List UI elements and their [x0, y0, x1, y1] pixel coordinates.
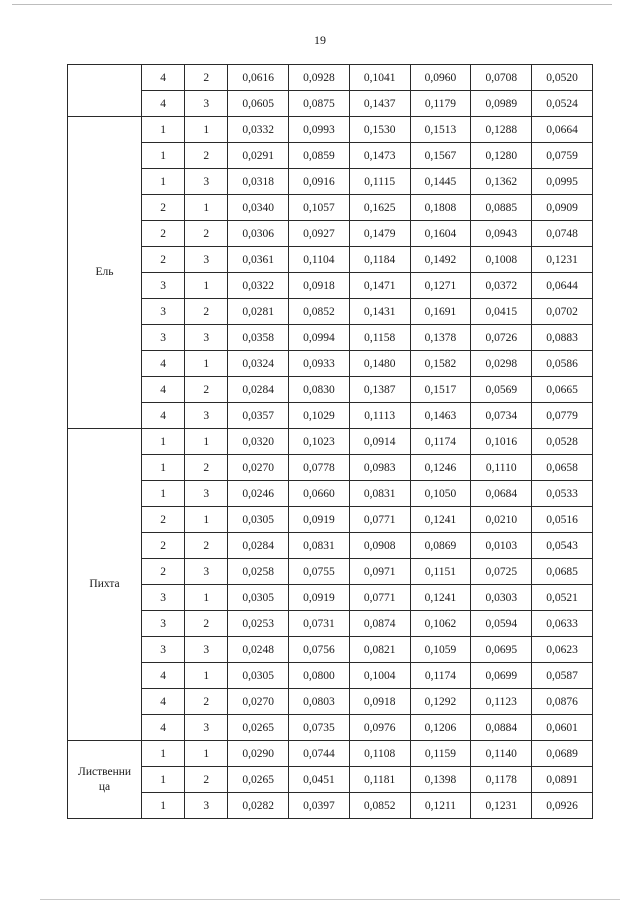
value-4-cell: 0,0960 — [410, 65, 471, 91]
value-1-cell: 0,0290 — [228, 741, 289, 767]
row-index-a-cell: 3 — [142, 273, 185, 299]
value-2-cell: 0,0451 — [289, 767, 350, 793]
row-index-b-cell: 2 — [185, 143, 228, 169]
value-3-cell: 0,1387 — [349, 377, 410, 403]
value-5-cell: 0,1178 — [471, 767, 532, 793]
value-3-cell: 0,1471 — [349, 273, 410, 299]
table-row — [68, 715, 593, 741]
table-row — [68, 689, 593, 715]
value-2-cell: 0,0803 — [289, 689, 350, 715]
value-2-cell: 0,1057 — [289, 195, 350, 221]
row-index-a-cell: 1 — [142, 143, 185, 169]
row-index-b-cell: 3 — [185, 325, 228, 351]
row-index-b-cell: 3 — [185, 559, 228, 585]
value-4-cell: 0,1292 — [410, 689, 471, 715]
value-5-cell: 0,0415 — [471, 299, 532, 325]
table-row — [68, 195, 593, 221]
value-6-cell: 0,0586 — [532, 351, 593, 377]
row-index-a-cell: 4 — [142, 663, 185, 689]
value-1-cell: 0,0357 — [228, 403, 289, 429]
row-index-b-cell: 3 — [185, 637, 228, 663]
table-row — [68, 325, 593, 351]
row-index-a-cell: 1 — [142, 741, 185, 767]
value-1-cell: 0,0270 — [228, 455, 289, 481]
value-2-cell: 0,0830 — [289, 377, 350, 403]
value-1-cell: 0,0258 — [228, 559, 289, 585]
value-4-cell: 0,1582 — [410, 351, 471, 377]
value-3-cell: 0,1530 — [349, 117, 410, 143]
row-index-a-cell: 4 — [142, 351, 185, 377]
row-index-b-cell: 1 — [185, 663, 228, 689]
value-3-cell: 0,1004 — [349, 663, 410, 689]
value-5-cell: 0,1140 — [471, 741, 532, 767]
table-row — [68, 91, 593, 117]
table-row — [68, 169, 593, 195]
value-2-cell: 0,0831 — [289, 533, 350, 559]
value-3-cell: 0,0918 — [349, 689, 410, 715]
species-cell: Ель — [68, 117, 142, 429]
value-3-cell: 0,0908 — [349, 533, 410, 559]
table-row — [68, 533, 593, 559]
value-5-cell: 0,0569 — [471, 377, 532, 403]
table-row — [68, 481, 593, 507]
value-6-cell: 0,0665 — [532, 377, 593, 403]
species-cell: Пихта — [68, 429, 142, 741]
row-index-a-cell: 2 — [142, 195, 185, 221]
table-row — [68, 637, 593, 663]
table-row — [68, 143, 593, 169]
value-2-cell: 0,0918 — [289, 273, 350, 299]
row-index-b-cell: 2 — [185, 221, 228, 247]
value-2-cell: 0,0859 — [289, 143, 350, 169]
value-3-cell: 0,1108 — [349, 741, 410, 767]
value-3-cell: 0,1115 — [349, 169, 410, 195]
value-4-cell: 0,1517 — [410, 377, 471, 403]
value-3-cell: 0,0771 — [349, 585, 410, 611]
value-6-cell: 0,0891 — [532, 767, 593, 793]
table-row — [68, 793, 593, 819]
value-4-cell: 0,1398 — [410, 767, 471, 793]
value-6-cell: 0,0516 — [532, 507, 593, 533]
value-5-cell: 0,0103 — [471, 533, 532, 559]
value-4-cell: 0,1808 — [410, 195, 471, 221]
row-index-a-cell: 1 — [142, 481, 185, 507]
value-4-cell: 0,1445 — [410, 169, 471, 195]
row-index-b-cell: 3 — [185, 715, 228, 741]
value-4-cell: 0,1174 — [410, 429, 471, 455]
value-4-cell: 0,1492 — [410, 247, 471, 273]
value-5-cell: 0,0695 — [471, 637, 532, 663]
value-6-cell: 0,0748 — [532, 221, 593, 247]
value-6-cell: 0,0909 — [532, 195, 593, 221]
table-row — [68, 767, 593, 793]
value-2-cell: 0,0875 — [289, 91, 350, 117]
value-6-cell: 0,0995 — [532, 169, 593, 195]
value-5-cell: 0,1123 — [471, 689, 532, 715]
value-6-cell: 0,0759 — [532, 143, 593, 169]
table-row — [68, 299, 593, 325]
value-5-cell: 0,0594 — [471, 611, 532, 637]
value-1-cell: 0,0246 — [228, 481, 289, 507]
value-2-cell: 0,0919 — [289, 507, 350, 533]
value-4-cell: 0,1241 — [410, 585, 471, 611]
value-2-cell: 0,0778 — [289, 455, 350, 481]
value-5-cell: 0,1231 — [471, 793, 532, 819]
table-row — [68, 377, 593, 403]
table-row — [68, 611, 593, 637]
value-1-cell: 0,0306 — [228, 221, 289, 247]
row-index-a-cell: 4 — [142, 715, 185, 741]
value-1-cell: 0,0282 — [228, 793, 289, 819]
value-2-cell: 0,0994 — [289, 325, 350, 351]
row-index-b-cell: 2 — [185, 689, 228, 715]
value-4-cell: 0,1151 — [410, 559, 471, 585]
value-2-cell: 0,0993 — [289, 117, 350, 143]
value-4-cell: 0,1246 — [410, 455, 471, 481]
value-2-cell: 0,0928 — [289, 65, 350, 91]
row-index-a-cell: 4 — [142, 403, 185, 429]
value-5-cell: 0,1280 — [471, 143, 532, 169]
value-1-cell: 0,0322 — [228, 273, 289, 299]
value-3-cell: 0,1113 — [349, 403, 410, 429]
value-3-cell: 0,0971 — [349, 559, 410, 585]
value-4-cell: 0,1463 — [410, 403, 471, 429]
value-2-cell: 0,0852 — [289, 299, 350, 325]
table-row — [68, 351, 593, 377]
value-1-cell: 0,0253 — [228, 611, 289, 637]
value-4-cell: 0,1271 — [410, 273, 471, 299]
value-6-cell: 0,0779 — [532, 403, 593, 429]
table-row — [68, 585, 593, 611]
value-4-cell: 0,1211 — [410, 793, 471, 819]
value-1-cell: 0,0248 — [228, 637, 289, 663]
table-row — [68, 117, 593, 143]
value-2-cell: 0,1029 — [289, 403, 350, 429]
value-3-cell: 0,1625 — [349, 195, 410, 221]
value-6-cell: 0,0658 — [532, 455, 593, 481]
value-5-cell: 0,0725 — [471, 559, 532, 585]
value-2-cell: 0,0744 — [289, 741, 350, 767]
row-index-b-cell: 2 — [185, 611, 228, 637]
row-index-b-cell: 3 — [185, 247, 228, 273]
value-1-cell: 0,0340 — [228, 195, 289, 221]
value-6-cell: 0,0689 — [532, 741, 593, 767]
row-index-a-cell: 4 — [142, 689, 185, 715]
row-index-a-cell: 2 — [142, 247, 185, 273]
value-5-cell: 0,0726 — [471, 325, 532, 351]
value-5-cell: 0,0699 — [471, 663, 532, 689]
value-5-cell: 0,0684 — [471, 481, 532, 507]
table-row — [68, 741, 593, 767]
value-1-cell: 0,0265 — [228, 767, 289, 793]
table-row — [68, 65, 593, 91]
value-3-cell: 0,0983 — [349, 455, 410, 481]
table-row — [68, 273, 593, 299]
value-1-cell: 0,0361 — [228, 247, 289, 273]
value-4-cell: 0,1179 — [410, 91, 471, 117]
table-row — [68, 403, 593, 429]
value-5-cell: 0,1110 — [471, 455, 532, 481]
value-1-cell: 0,0270 — [228, 689, 289, 715]
value-3-cell: 0,0914 — [349, 429, 410, 455]
value-6-cell: 0,0533 — [532, 481, 593, 507]
value-4-cell: 0,1567 — [410, 143, 471, 169]
value-4-cell: 0,1206 — [410, 715, 471, 741]
value-5-cell: 0,1016 — [471, 429, 532, 455]
value-3-cell: 0,1431 — [349, 299, 410, 325]
row-index-b-cell: 3 — [185, 403, 228, 429]
value-4-cell: 0,0869 — [410, 533, 471, 559]
value-5-cell: 0,0298 — [471, 351, 532, 377]
row-index-a-cell: 1 — [142, 169, 185, 195]
value-2-cell: 0,0919 — [289, 585, 350, 611]
value-6-cell: 0,1231 — [532, 247, 593, 273]
row-index-b-cell: 2 — [185, 377, 228, 403]
value-1-cell: 0,0320 — [228, 429, 289, 455]
value-5-cell: 0,0708 — [471, 65, 532, 91]
row-index-a-cell: 3 — [142, 611, 185, 637]
value-5-cell: 0,0943 — [471, 221, 532, 247]
value-6-cell: 0,0702 — [532, 299, 593, 325]
value-3-cell: 0,1437 — [349, 91, 410, 117]
value-5-cell: 0,0734 — [471, 403, 532, 429]
row-index-a-cell: 3 — [142, 299, 185, 325]
value-4-cell: 0,1691 — [410, 299, 471, 325]
value-4-cell: 0,1050 — [410, 481, 471, 507]
value-3-cell: 0,0852 — [349, 793, 410, 819]
value-1-cell: 0,0324 — [228, 351, 289, 377]
row-index-b-cell: 3 — [185, 169, 228, 195]
value-2-cell: 0,0660 — [289, 481, 350, 507]
value-6-cell: 0,0520 — [532, 65, 593, 91]
value-4-cell: 0,1513 — [410, 117, 471, 143]
value-1-cell: 0,0605 — [228, 91, 289, 117]
value-3-cell: 0,1480 — [349, 351, 410, 377]
value-3-cell: 0,0976 — [349, 715, 410, 741]
value-2-cell: 0,1104 — [289, 247, 350, 273]
value-6-cell: 0,0543 — [532, 533, 593, 559]
value-3-cell: 0,1473 — [349, 143, 410, 169]
value-1-cell: 0,0265 — [228, 715, 289, 741]
value-1-cell: 0,0284 — [228, 377, 289, 403]
species-cell — [68, 65, 142, 117]
species-cell: Лиственни ца — [68, 741, 142, 819]
row-index-a-cell: 2 — [142, 533, 185, 559]
row-index-a-cell: 1 — [142, 117, 185, 143]
value-4-cell: 0,1378 — [410, 325, 471, 351]
row-index-b-cell: 2 — [185, 533, 228, 559]
table-row — [68, 247, 593, 273]
value-5-cell: 0,1008 — [471, 247, 532, 273]
value-6-cell: 0,0524 — [532, 91, 593, 117]
value-1-cell: 0,0281 — [228, 299, 289, 325]
value-6-cell: 0,0644 — [532, 273, 593, 299]
row-index-a-cell: 3 — [142, 585, 185, 611]
row-index-a-cell: 2 — [142, 507, 185, 533]
table-row — [68, 663, 593, 689]
row-index-b-cell: 1 — [185, 585, 228, 611]
row-index-a-cell: 4 — [142, 377, 185, 403]
value-5-cell: 0,0885 — [471, 195, 532, 221]
row-index-a-cell: 3 — [142, 325, 185, 351]
value-6-cell: 0,0528 — [532, 429, 593, 455]
row-index-a-cell: 2 — [142, 559, 185, 585]
value-3-cell: 0,1041 — [349, 65, 410, 91]
value-3-cell: 0,0821 — [349, 637, 410, 663]
value-6-cell: 0,0633 — [532, 611, 593, 637]
row-index-a-cell: 1 — [142, 793, 185, 819]
scan-edge-bottom-line — [40, 899, 620, 900]
row-index-b-cell: 1 — [185, 195, 228, 221]
value-6-cell: 0,0623 — [532, 637, 593, 663]
value-3-cell: 0,0771 — [349, 507, 410, 533]
table-row — [68, 455, 593, 481]
value-3-cell: 0,0831 — [349, 481, 410, 507]
row-index-a-cell: 1 — [142, 455, 185, 481]
table-row — [68, 429, 593, 455]
row-index-a-cell: 3 — [142, 637, 185, 663]
row-index-b-cell: 2 — [185, 65, 228, 91]
row-index-a-cell: 1 — [142, 429, 185, 455]
value-2-cell: 0,0756 — [289, 637, 350, 663]
row-index-a-cell: 2 — [142, 221, 185, 247]
value-4-cell: 0,1174 — [410, 663, 471, 689]
value-2-cell: 0,0731 — [289, 611, 350, 637]
value-5-cell: 0,1362 — [471, 169, 532, 195]
value-6-cell: 0,0883 — [532, 325, 593, 351]
value-2-cell: 0,0397 — [289, 793, 350, 819]
value-2-cell: 0,1023 — [289, 429, 350, 455]
table-row — [68, 559, 593, 585]
value-1-cell: 0,0616 — [228, 65, 289, 91]
row-index-a-cell: 1 — [142, 767, 185, 793]
row-index-b-cell: 1 — [185, 741, 228, 767]
value-4-cell: 0,1159 — [410, 741, 471, 767]
value-6-cell: 0,0521 — [532, 585, 593, 611]
value-1-cell: 0,0291 — [228, 143, 289, 169]
row-index-b-cell: 1 — [185, 273, 228, 299]
row-index-b-cell: 3 — [185, 793, 228, 819]
coefficients-table — [67, 64, 593, 819]
value-3-cell: 0,1479 — [349, 221, 410, 247]
value-6-cell: 0,0876 — [532, 689, 593, 715]
value-1-cell: 0,0305 — [228, 663, 289, 689]
value-3-cell: 0,1184 — [349, 247, 410, 273]
table-body — [68, 65, 593, 819]
value-2-cell: 0,0800 — [289, 663, 350, 689]
value-2-cell: 0,0735 — [289, 715, 350, 741]
value-3-cell: 0,1181 — [349, 767, 410, 793]
value-1-cell: 0,0305 — [228, 507, 289, 533]
value-6-cell: 0,0685 — [532, 559, 593, 585]
value-3-cell: 0,1158 — [349, 325, 410, 351]
row-index-a-cell: 4 — [142, 65, 185, 91]
value-2-cell: 0,0933 — [289, 351, 350, 377]
row-index-b-cell: 2 — [185, 299, 228, 325]
value-4-cell: 0,1604 — [410, 221, 471, 247]
value-2-cell: 0,0927 — [289, 221, 350, 247]
value-1-cell: 0,0284 — [228, 533, 289, 559]
row-index-b-cell: 1 — [185, 429, 228, 455]
value-5-cell: 0,0884 — [471, 715, 532, 741]
value-5-cell: 0,0989 — [471, 91, 532, 117]
row-index-b-cell: 1 — [185, 117, 228, 143]
row-index-b-cell: 2 — [185, 455, 228, 481]
row-index-b-cell: 1 — [185, 507, 228, 533]
value-1-cell: 0,0305 — [228, 585, 289, 611]
row-index-b-cell: 1 — [185, 351, 228, 377]
row-index-b-cell: 3 — [185, 91, 228, 117]
value-2-cell: 0,0916 — [289, 169, 350, 195]
value-1-cell: 0,0332 — [228, 117, 289, 143]
value-5-cell: 0,0303 — [471, 585, 532, 611]
value-4-cell: 0,1241 — [410, 507, 471, 533]
table-row — [68, 507, 593, 533]
page-number: 19 — [314, 33, 326, 47]
scan-edge-top-line — [12, 4, 612, 5]
row-index-a-cell: 4 — [142, 91, 185, 117]
value-6-cell: 0,0587 — [532, 663, 593, 689]
value-2-cell: 0,0755 — [289, 559, 350, 585]
table-row — [68, 221, 593, 247]
value-1-cell: 0,0318 — [228, 169, 289, 195]
value-5-cell: 0,0372 — [471, 273, 532, 299]
value-1-cell: 0,0358 — [228, 325, 289, 351]
value-4-cell: 0,1062 — [410, 611, 471, 637]
row-index-b-cell: 3 — [185, 481, 228, 507]
value-6-cell: 0,0601 — [532, 715, 593, 741]
value-6-cell: 0,0926 — [532, 793, 593, 819]
value-3-cell: 0,0874 — [349, 611, 410, 637]
value-5-cell: 0,1288 — [471, 117, 532, 143]
value-4-cell: 0,1059 — [410, 637, 471, 663]
value-5-cell: 0,0210 — [471, 507, 532, 533]
value-6-cell: 0,0664 — [532, 117, 593, 143]
row-index-b-cell: 2 — [185, 767, 228, 793]
